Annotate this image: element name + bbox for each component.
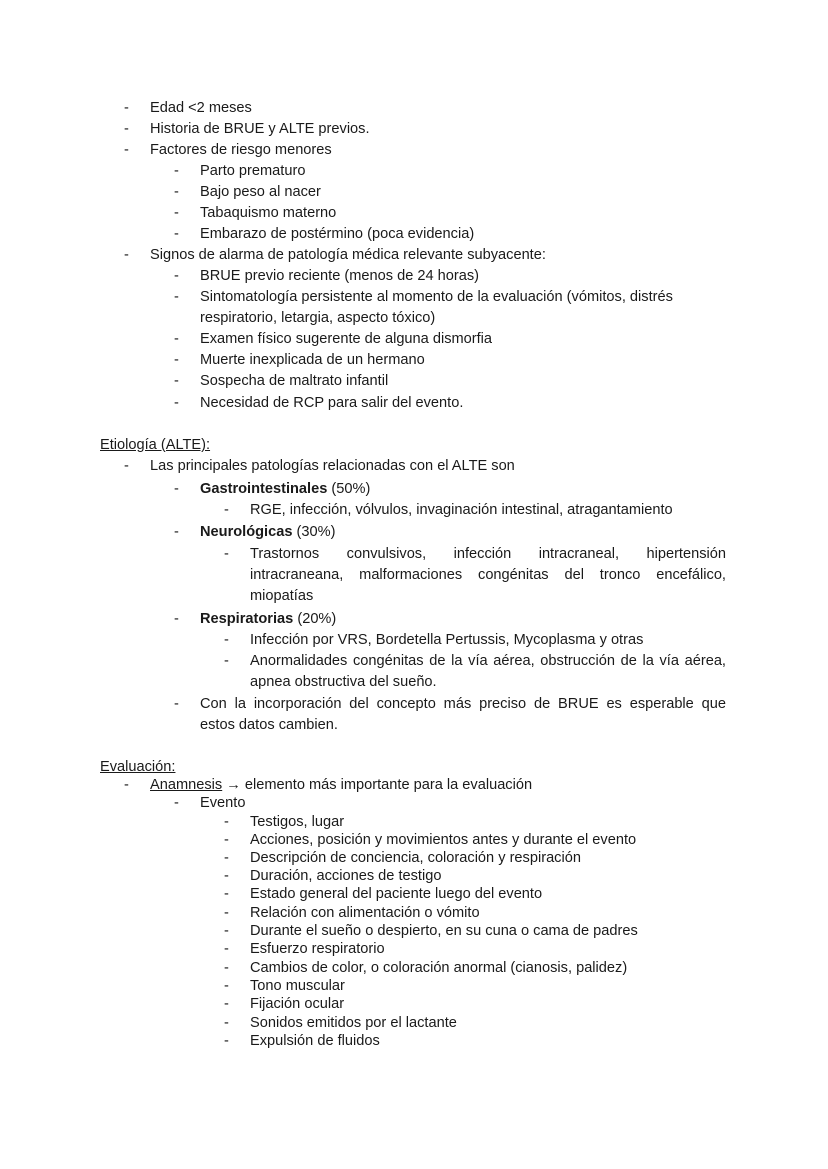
- list-item: Anormalidades congénitas de la vía aérea, obstrucción de la vía aérea,: [250, 653, 726, 669]
- bullet-dash: -: [224, 814, 229, 830]
- list-item: BRUE previo reciente (menos de 24 horas): [200, 268, 480, 284]
- list-item-continuation: estos datos cambien.: [200, 717, 338, 733]
- bullet-dash: -: [174, 331, 179, 347]
- bullet-dash: -: [174, 524, 179, 540]
- bullet-dash: -: [224, 886, 229, 902]
- list-item-continuation: respiratorio, letargia, aspecto tóxico): [200, 310, 436, 326]
- list-item: Factores de riesgo menores: [150, 142, 332, 158]
- bullet-dash: -: [124, 458, 129, 474]
- list-item: Examen físico sugerente de alguna dismorfia: [200, 331, 493, 347]
- list-item: Estado general del paciente luego del evento: [250, 886, 543, 902]
- list-item: Las principales patologías relacionadas con el ALTE son: [150, 458, 515, 474]
- bullet-dash: -: [224, 905, 229, 921]
- bullet-dash: -: [224, 832, 229, 848]
- bullet-dash: -: [174, 205, 179, 221]
- anamnesis-description: → elemento más importante para la evaluación: [222, 777, 533, 793]
- anamnesis-label: Anamnesis: [150, 777, 223, 793]
- bullet-dash: -: [224, 850, 229, 866]
- list-item: RGE, infección, vólvulos, invaginación intestinal, atragantamiento: [250, 502, 673, 518]
- bullet-dash: -: [124, 121, 129, 137]
- bullet-dash: -: [224, 978, 229, 994]
- bullet-dash: -: [174, 268, 179, 284]
- list-item: Testigos, lugar: [250, 814, 345, 830]
- list-item: Trastornos convulsivos, infección intracraneal, hipertensión: [250, 546, 726, 562]
- bullet-dash: -: [174, 226, 179, 242]
- list-item-continuation: apnea obstructiva del sueño.: [250, 674, 437, 690]
- bullet-dash: -: [174, 373, 179, 389]
- bullet-dash: -: [124, 777, 129, 793]
- list-item: Bajo peso al nacer: [200, 184, 321, 200]
- category-neurologicas: [200, 523, 335, 541]
- category-label: Respiratorias: [200, 611, 294, 627]
- list-item: Tabaquismo materno: [200, 205, 337, 221]
- bullet-dash: -: [174, 395, 179, 411]
- list-item-continuation: intracraneana, malformaciones congénitas del tronco encefálico,: [250, 567, 726, 583]
- bullet-dash: -: [224, 632, 229, 648]
- bullet-dash: -: [224, 1015, 229, 1031]
- bullet-dash: -: [224, 996, 229, 1012]
- category-label: Neurológicas: [200, 524, 293, 540]
- list-item: Con la incorporación del concepto más preciso de BRUE es esperable que: [200, 696, 726, 712]
- bullet-dash: -: [174, 163, 179, 179]
- list-item: Evento: [200, 795, 246, 811]
- list-item: Cambios de color, o coloración anormal (cianosis, palidez): [250, 960, 628, 976]
- section-heading-etiologia: Etiología (ALTE):: [100, 437, 211, 453]
- bullet-dash: -: [224, 1033, 229, 1049]
- bullet-dash: -: [224, 546, 229, 562]
- list-item: Sonidos emitidos por el lactante: [250, 1015, 457, 1031]
- list-item: Muerte inexplicada de un hermano: [200, 352, 425, 368]
- list-item: Esfuerzo respiratorio: [250, 941, 385, 957]
- list-item: Historia de BRUE y ALTE previos.: [150, 121, 370, 137]
- list-item: Sintomatología persistente al momento de la evaluación (vómitos, distrés: [200, 289, 673, 305]
- bullet-dash: -: [224, 960, 229, 976]
- list-item: Edad <2 meses: [150, 100, 252, 116]
- anamnesis-line: [150, 776, 532, 794]
- bullet-dash: -: [174, 289, 179, 305]
- bullet-dash: -: [124, 142, 129, 158]
- list-item-continuation: miopatías: [250, 588, 314, 604]
- bullet-dash: -: [174, 352, 179, 368]
- list-item: Embarazo de postérmino (poca evidencia): [200, 226, 475, 242]
- list-item: Signos de alarma de patología médica relevante subyacente:: [150, 247, 546, 263]
- category-percent: (30%): [296, 524, 336, 540]
- list-item: Necesidad de RCP para salir del evento.: [200, 395, 464, 411]
- list-item: Duración, acciones de testigo: [250, 868, 442, 884]
- category-respiratorias: [200, 610, 336, 628]
- section-heading-evaluacion: Evaluación:: [100, 759, 176, 775]
- bullet-dash: -: [174, 184, 179, 200]
- list-item: Durante el sueño o despierto, en su cuna o cama de padres: [250, 923, 638, 939]
- bullet-dash: -: [224, 502, 229, 518]
- bullet-dash: -: [174, 696, 179, 712]
- list-item: Expulsión de fluidos: [250, 1033, 380, 1049]
- list-item: Descripción de conciencia, coloración y respiración: [250, 850, 581, 866]
- list-item: Infección por VRS, Bordetella Pertussis, Mycoplasma y otras: [250, 632, 644, 648]
- category-percent: (20%): [297, 611, 337, 627]
- bullet-dash: -: [224, 868, 229, 884]
- list-item: Acciones, posición y movimientos antes y durante el evento: [250, 832, 637, 848]
- list-item: Parto prematuro: [200, 163, 306, 179]
- category-gastrointestinales: [200, 480, 370, 498]
- bullet-dash: -: [224, 653, 229, 669]
- bullet-dash: -: [224, 941, 229, 957]
- bullet-dash: -: [174, 611, 179, 627]
- list-item: Tono muscular: [250, 978, 345, 994]
- list-item: Fijación ocular: [250, 996, 345, 1012]
- bullet-dash: -: [124, 247, 129, 263]
- bullet-dash: -: [124, 100, 129, 116]
- bullet-dash: -: [174, 795, 179, 811]
- bullet-dash: -: [224, 923, 229, 939]
- bullet-dash: -: [174, 481, 179, 497]
- list-item: Sospecha de maltrato infantil: [200, 373, 389, 389]
- category-percent: (50%): [331, 481, 371, 497]
- category-label: Gastrointestinales: [200, 481, 328, 497]
- list-item: Relación con alimentación o vómito: [250, 905, 480, 921]
